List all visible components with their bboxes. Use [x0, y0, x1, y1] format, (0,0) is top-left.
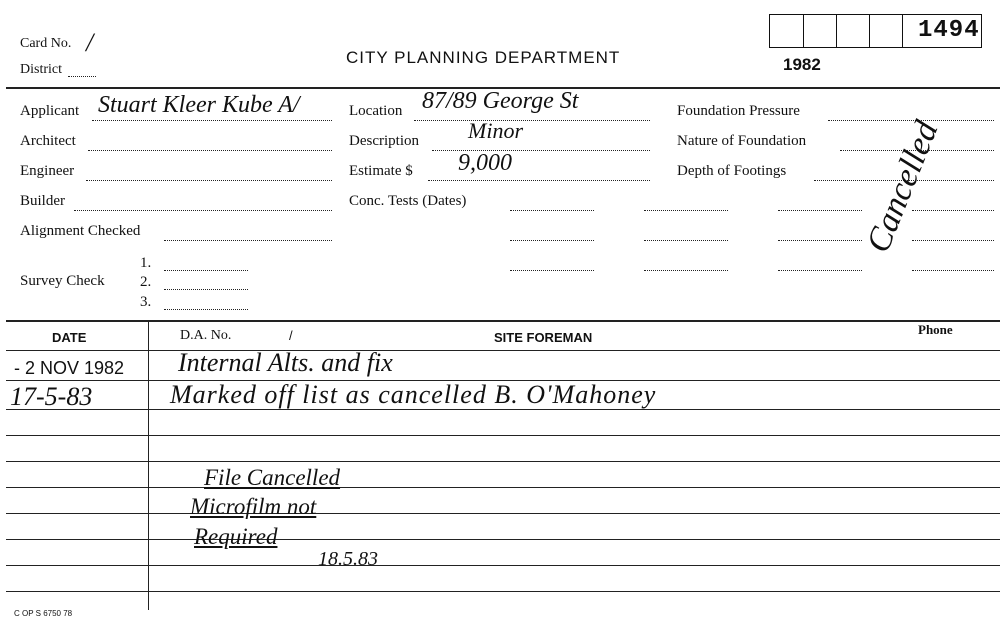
survey-check-label: Survey Check	[20, 273, 105, 289]
depth-of-footings-label: Depth of Footings	[677, 163, 787, 179]
card-number-box	[869, 14, 903, 48]
card-number-box	[803, 14, 837, 48]
date-column-header: DATE	[52, 330, 87, 345]
builder-label: Builder	[20, 193, 65, 209]
column-divider	[148, 320, 149, 610]
log-row-date: 17-5-83	[10, 382, 93, 411]
log-row-entry: Marked off list as cancelled B. O'Mahoney	[170, 380, 657, 409]
card-no-value: /	[86, 28, 94, 57]
da-no-separator: /	[289, 328, 293, 343]
log-row-entry: Internal Alts. and fix	[178, 348, 393, 377]
margin-note-cancelled: Cancelled	[859, 115, 946, 258]
alignment-checked-label: Alignment Checked	[20, 223, 141, 239]
survey-check-item: 2.	[140, 274, 152, 290]
description-label: Description	[349, 133, 419, 149]
description-value: Minor	[468, 118, 523, 143]
card-number-box	[769, 14, 804, 48]
district-label: District	[20, 62, 62, 77]
estimate-value: 9,000	[458, 150, 512, 176]
note-microfilm-not: Microfilm not	[190, 494, 317, 519]
note-required: Required	[194, 524, 278, 549]
site-foreman-column-header: SITE FOREMAN	[494, 330, 593, 345]
engineer-label: Engineer	[20, 163, 75, 179]
note-file-cancelled: File Cancelled	[204, 465, 341, 490]
phone-column-header: Phone	[918, 322, 953, 337]
location-value: 87/89 George St	[422, 88, 579, 114]
location-label: Location	[349, 103, 403, 119]
conc-tests-label: Conc. Tests (Dates)	[349, 193, 467, 209]
card-no-label: Card No.	[20, 36, 72, 51]
applicant-value: Stuart Kleer Kube A/	[98, 92, 300, 118]
card-number-box	[836, 14, 870, 48]
log-row-date: - 2 NOV 1982	[14, 358, 125, 378]
year-label: 1982	[783, 55, 821, 74]
survey-check-item: 3.	[140, 294, 152, 310]
department-title: CITY PLANNING DEPARTMENT	[346, 48, 621, 67]
form-code: C OP S 6750 78	[14, 609, 73, 618]
da-no-column-header: D.A. No.	[180, 328, 232, 343]
estimate-label: Estimate $	[349, 163, 413, 179]
note-signoff-date: 18.5.83	[318, 548, 378, 570]
architect-label: Architect	[20, 133, 76, 149]
applicant-label: Applicant	[20, 103, 80, 119]
survey-check-item: 1.	[140, 255, 152, 271]
nature-of-foundation-label: Nature of Foundation	[677, 133, 807, 149]
card-number: 1494	[918, 17, 980, 44]
foundation-pressure-label: Foundation Pressure	[677, 103, 800, 119]
